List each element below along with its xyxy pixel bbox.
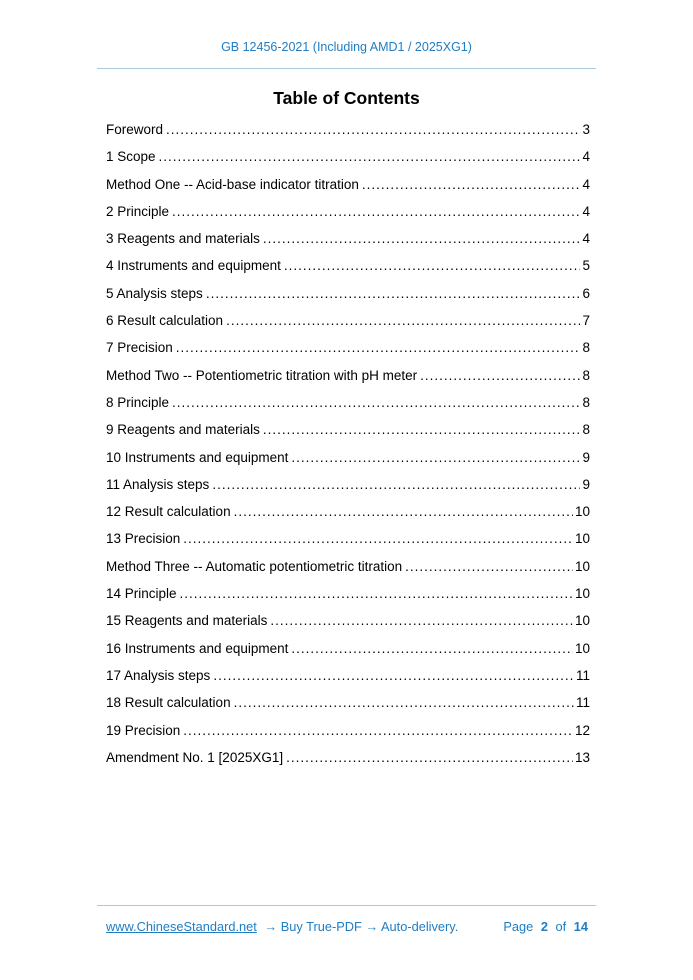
toc-entry-label: 4 Instruments and equipment [106, 258, 281, 274]
toc-entry-label: 15 Reagents and materials [106, 613, 268, 629]
toc-entry-page: 11 [575, 667, 590, 683]
toc-entry[interactable] [106, 149, 590, 176]
toc-entry-page: 3 [582, 122, 590, 137]
toc-entry-page: 8 [582, 422, 590, 438]
total-page-number: 14 [573, 919, 588, 934]
toc-entry-page: 4 [582, 149, 590, 165]
toc-leader-dots [180, 586, 573, 601]
toc-entry-page: 9 [582, 449, 590, 465]
toc-leader-dots [172, 395, 580, 410]
toc-entry-label: 17 Analysis steps [106, 667, 211, 683]
toc-entry-label: 12 Result calculation [106, 504, 231, 520]
toc-entry-page: 10 [574, 640, 590, 656]
toc-entry[interactable] [106, 641, 590, 668]
toc-entry[interactable] [106, 395, 590, 422]
toc-entry[interactable] [106, 531, 590, 558]
toc-entry-label: Method Three -- Automatic potentiometric titration [106, 558, 403, 574]
toc-entry-page: 8 [582, 367, 590, 383]
toc-leader-dots [270, 613, 573, 628]
toc-entry[interactable] [106, 122, 590, 149]
toc-entry-page: 10 [574, 504, 590, 520]
toc-entry-page: 10 [574, 586, 590, 602]
toc-entry-page: 11 [575, 695, 590, 711]
toc-entry-label: 8 Principle [106, 394, 170, 410]
toc-entry-label: 7 Precision [106, 340, 173, 356]
toc-entry[interactable] [106, 723, 590, 750]
toc-entry[interactable] [106, 258, 590, 285]
toc-entry-page: 4 [582, 176, 590, 192]
toc-entry-label: 18 Result calculation [106, 695, 231, 711]
toc-entry-page: 8 [582, 340, 590, 356]
website-link[interactable]: www.ChineseStandard.net [106, 919, 257, 934]
toc-leader-dots [226, 313, 580, 328]
toc-entry-label: Method Two -- Potentiometric titration with pH meter [106, 367, 418, 383]
header-divider [97, 68, 596, 69]
toc-entry-label: 1 Scope [106, 149, 156, 165]
toc-entry-page: 4 [582, 231, 590, 247]
toc-entry[interactable] [106, 231, 590, 258]
toc-entry-label: 19 Precision [106, 722, 181, 738]
toc-entry-label: Amendment No. 1 [2025XG1] [106, 749, 284, 765]
toc-entry-page: 10 [574, 613, 590, 629]
toc-entry-page: 6 [582, 285, 590, 301]
toc-leader-dots [234, 504, 573, 519]
toc-leader-dots [284, 258, 581, 273]
toc-leader-dots [234, 695, 574, 710]
toc-entry-page: 4 [582, 203, 590, 219]
toc-leader-dots [420, 368, 580, 383]
toc-entry-page: 7 [582, 313, 590, 329]
toc-entry-label: 3 Reagents and materials [106, 231, 260, 247]
page-indicator [501, 919, 590, 934]
of-word: of [555, 919, 567, 934]
current-page-number: 2 [540, 919, 548, 934]
toc-entry-label: 16 Instruments and equipment [106, 640, 289, 656]
toc-entry[interactable] [106, 313, 590, 340]
toc-entry-label: Method One -- Acid-base indicator titration [106, 176, 359, 192]
page-word: Page [503, 919, 534, 934]
toc-leader-dots [291, 450, 580, 465]
toc-leader-dots [183, 531, 573, 546]
toc-leader-dots [263, 231, 581, 246]
toc-leader-dots [159, 149, 581, 164]
toc-leader-dots [405, 559, 573, 574]
toc-leader-dots [212, 477, 580, 492]
toc-entry[interactable] [106, 559, 590, 586]
toc-entry[interactable] [106, 450, 590, 477]
toc-entry-page: 9 [582, 476, 590, 492]
document-reference: GB 12456-2021 (Including AMD1 / 2025XG1) [221, 40, 472, 54]
footer-left [106, 919, 458, 934]
toc-entry[interactable] [106, 422, 590, 449]
toc-entry-label: 2 Principle [106, 203, 170, 219]
toc-entry-page: 5 [582, 258, 590, 274]
toc-entry-label: 5 Analysis steps [106, 285, 203, 301]
toc-leader-dots [362, 177, 581, 192]
footer-divider [97, 905, 596, 906]
toc-entry-label: 11 Analysis steps [106, 476, 210, 492]
toc-entry[interactable] [106, 750, 590, 777]
toc-entry[interactable] [106, 204, 590, 231]
toc-entry-label: 13 Precision [106, 531, 181, 547]
toc-leader-dots [166, 122, 580, 137]
toc-entry-label: 6 Result calculation [106, 313, 224, 329]
toc-entry[interactable] [106, 340, 590, 367]
toc-entry[interactable] [106, 177, 590, 204]
toc-entry-page: 10 [574, 531, 590, 547]
toc-entry-label: 14 Principle [106, 586, 177, 602]
toc-list [106, 122, 590, 777]
footer [106, 919, 590, 934]
toc-entry-label: 9 Reagents and materials [106, 422, 260, 438]
toc-entry-page: 8 [582, 394, 590, 410]
toc-leader-dots [263, 422, 581, 437]
toc-entry-page: 12 [574, 722, 590, 738]
toc-entry-page: 10 [574, 558, 590, 574]
toc-entry[interactable] [106, 586, 590, 613]
toc-entry[interactable] [106, 286, 590, 313]
toc-leader-dots [183, 723, 573, 738]
toc-leader-dots [291, 641, 573, 656]
toc-entry[interactable] [106, 668, 590, 695]
footer-tagline: → Buy True-PDF → Auto-delivery. [264, 919, 459, 934]
toc-entry[interactable] [106, 613, 590, 640]
toc-entry[interactable] [106, 368, 590, 395]
toc-entry-page: 13 [574, 749, 590, 765]
toc-leader-dots [176, 340, 581, 355]
toc-entry[interactable] [106, 695, 590, 722]
toc-leader-dots [172, 204, 580, 219]
toc-entry-label: 10 Instruments and equipment [106, 449, 289, 465]
page-title: Table of Contents [273, 88, 420, 108]
toc-entry[interactable] [106, 504, 590, 531]
toc-leader-dots [206, 286, 581, 301]
toc-leader-dots [286, 750, 573, 765]
toc-entry[interactable] [106, 477, 590, 504]
toc-entry-label: Foreword [106, 122, 164, 137]
toc-leader-dots [213, 668, 574, 683]
